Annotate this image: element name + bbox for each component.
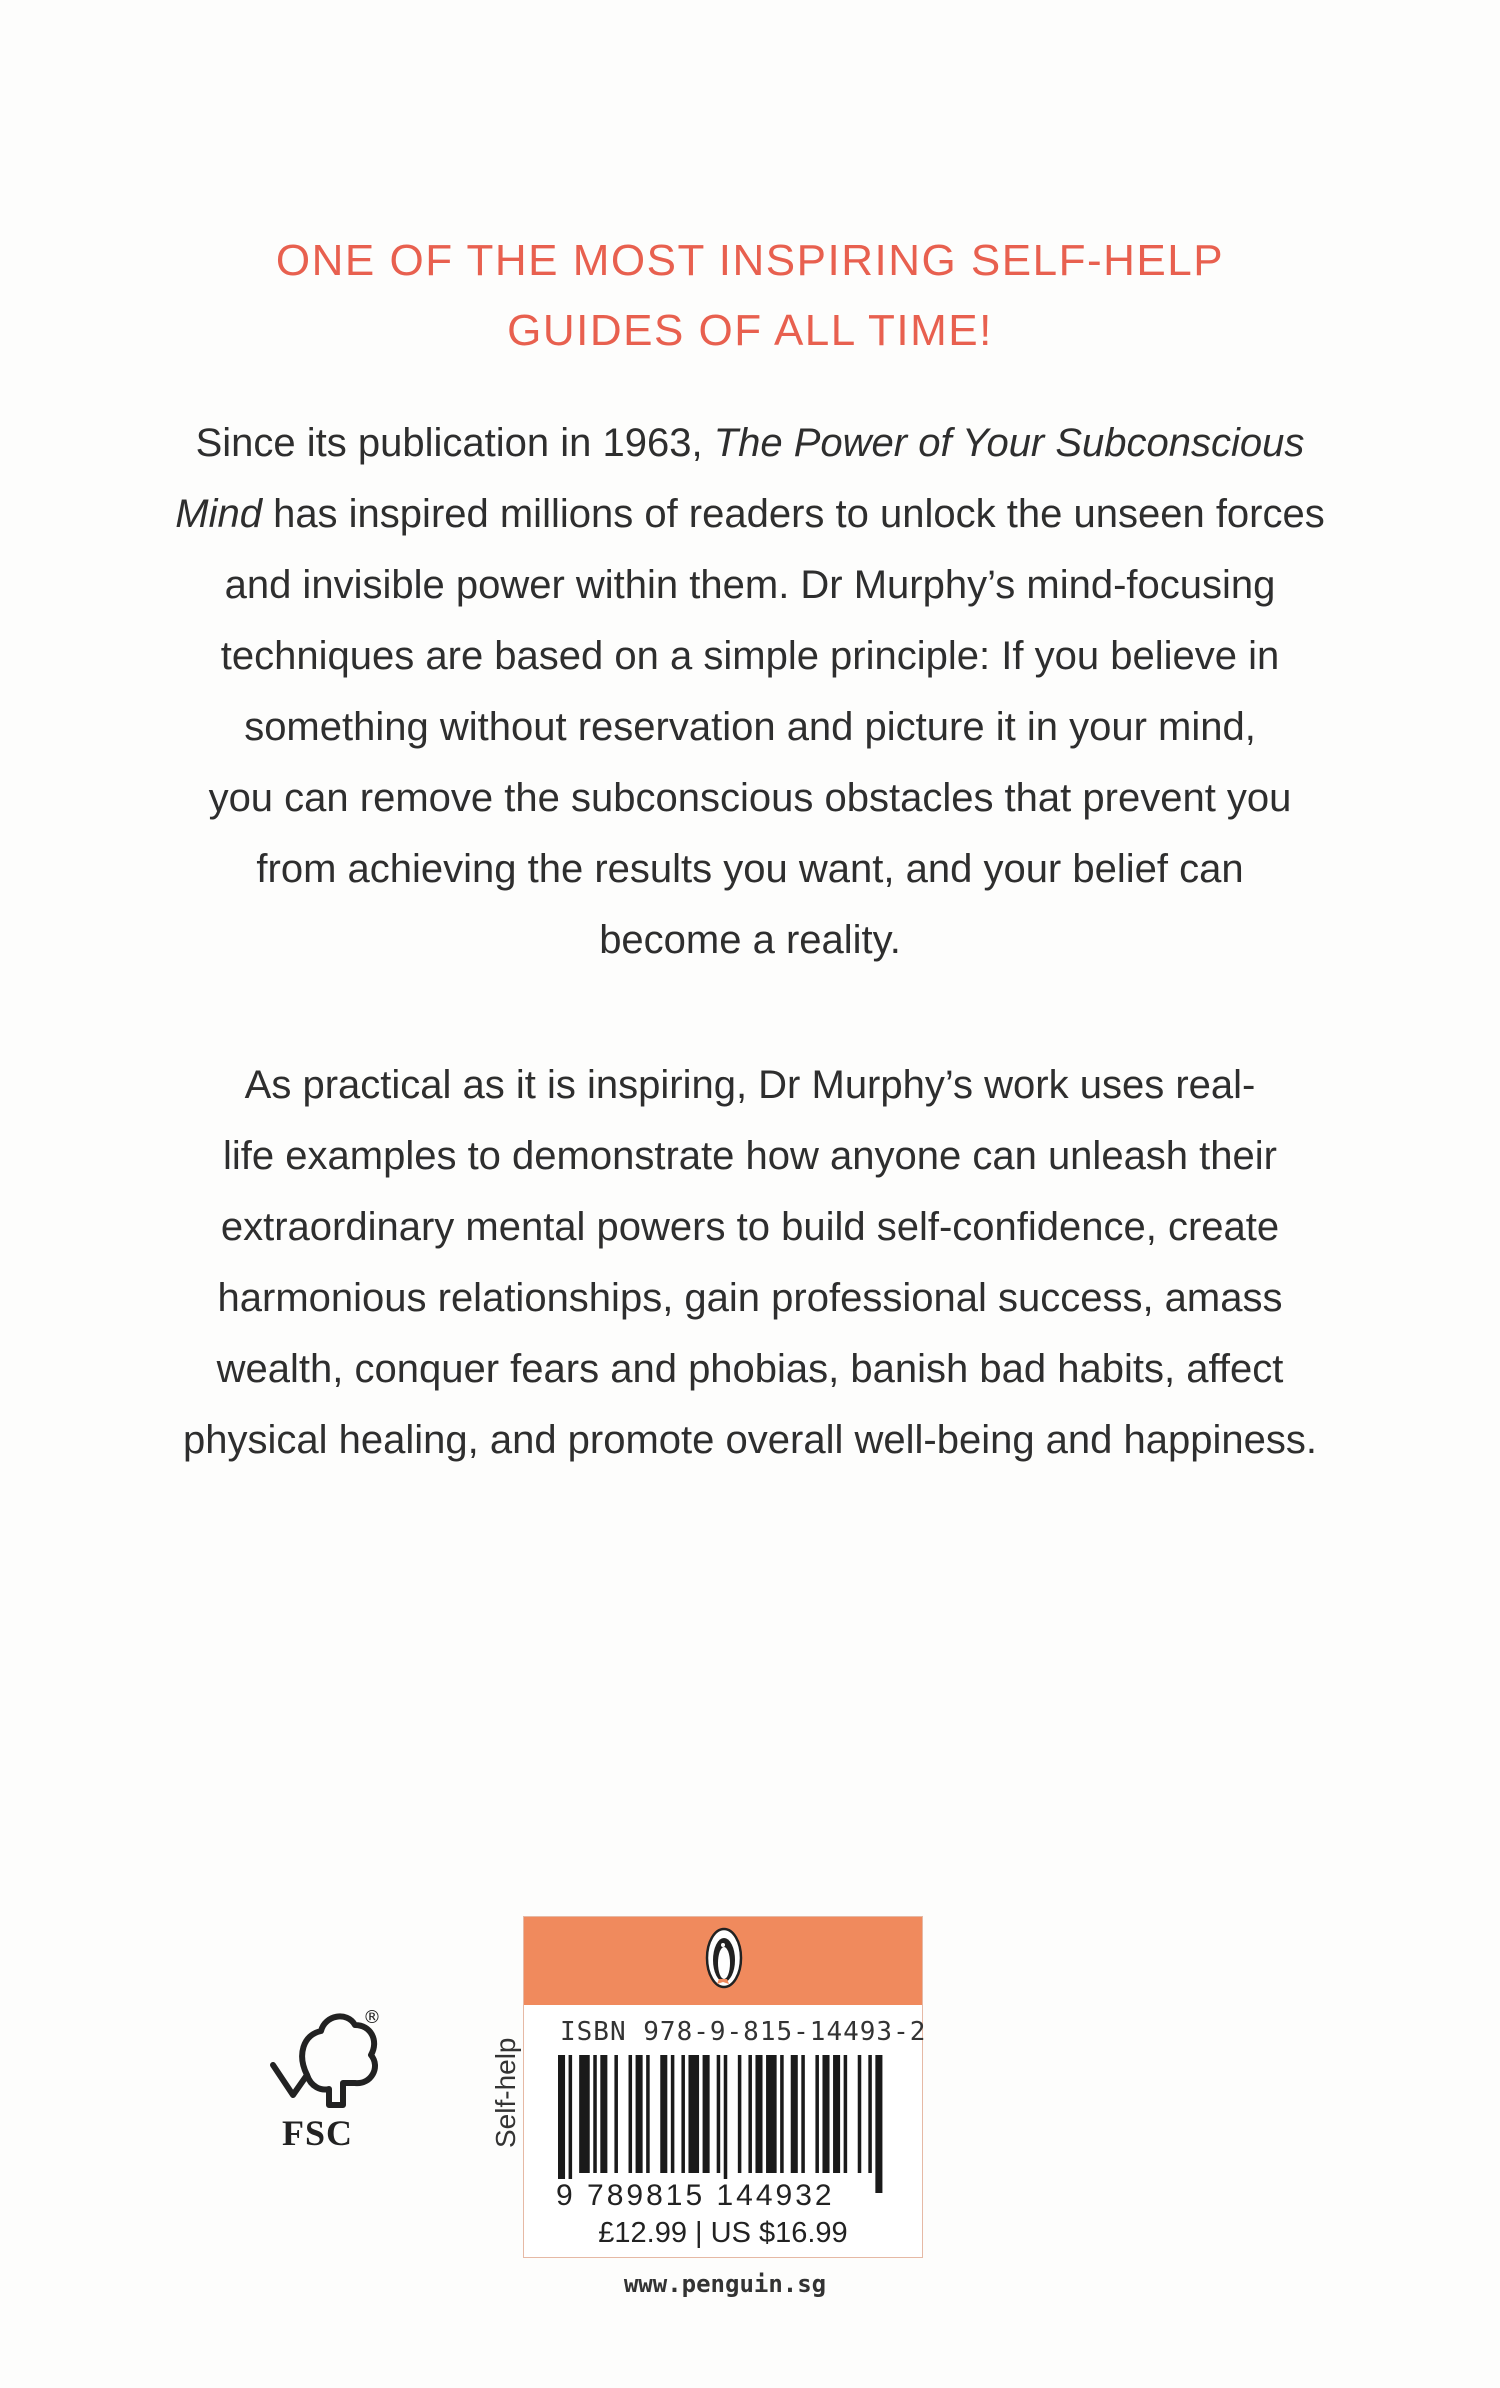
barcode-bar <box>629 2055 633 2173</box>
paragraph-line: physical healing, and promote overall well-being and happiness. <box>182 1418 1318 1462</box>
barcode-bar <box>724 2055 728 2193</box>
barcode-bar <box>636 2055 643 2173</box>
barcode-bar <box>755 2055 762 2173</box>
paragraph-line: wealth, conquer fears and phobias, banish bad habits, affect <box>216 1347 1284 1391</box>
paragraph-line: you can remove the subconscious obstacles that prevent you <box>208 776 1292 820</box>
barcode-bar <box>780 2055 784 2173</box>
barcode-bar <box>681 2055 685 2173</box>
paragraph-line: techniques are based on a simple principle: If you believe in <box>220 634 1280 678</box>
category-label: Self-help <box>490 2037 521 2148</box>
headline-line-1: ONE OF THE MOST INSPIRING SELF-HELP <box>275 236 1225 285</box>
headline <box>0 226 1500 366</box>
barcode-bar <box>766 2055 777 2173</box>
barcode-bar <box>569 2055 573 2193</box>
fsc-label: FSC <box>282 2113 354 2153</box>
text-fragment: has inspired millions of readers to unlock the unseen forces <box>261 492 1325 536</box>
ean-digits: 9 789815 144932 <box>556 2179 835 2212</box>
barcode-panel <box>523 1916 927 2258</box>
book-title-fragment: Mind <box>175 492 262 536</box>
paragraph-line: harmonious relationships, gain professional success, amass <box>217 1276 1283 1320</box>
barcode-bar <box>646 2055 650 2173</box>
barcode-bar <box>833 2055 840 2173</box>
paragraph-line: and invisible power within them. Dr Murphy’s mind-focusing <box>224 563 1276 607</box>
barcode-bar <box>600 2055 607 2173</box>
barcode-bar <box>579 2055 590 2173</box>
paragraph-line: life examples to demonstrate how anyone can unleash their <box>223 1134 1277 1178</box>
paragraph-line: extraordinary mental powers to build self-confidence, create <box>220 1205 1280 1249</box>
website-url: www.penguin.sg <box>623 2270 827 2298</box>
barcode-bar <box>703 2055 710 2173</box>
barcode-bar <box>671 2055 675 2173</box>
paragraph-line: from achieving the results you want, and your belief can <box>256 847 1244 891</box>
paragraph-line <box>90 408 1410 479</box>
headline-line-2: GUIDES OF ALL TIME! <box>507 306 993 355</box>
book-title-fragment: The Power of Your Subconscious <box>713 421 1305 465</box>
barcode-bars <box>558 2055 893 2193</box>
barcode-bar <box>660 2055 667 2173</box>
text-fragment: Since its publication in 1963, <box>195 421 714 465</box>
barcode-bar <box>815 2055 819 2173</box>
description-paragraph-1 <box>90 408 1410 976</box>
price-label: £12.99 | US $16.99 <box>598 2217 848 2249</box>
barcode-bar <box>822 2055 829 2173</box>
description-paragraph-2 <box>90 1050 1410 1476</box>
barcode-bar <box>593 2055 597 2173</box>
registered-mark: ® <box>363 2007 381 2028</box>
barcode-bar <box>875 2055 882 2193</box>
barcode-bar <box>868 2055 872 2173</box>
penguin-logo-icon <box>705 1927 743 1989</box>
barcode-bar <box>688 2055 699 2173</box>
paragraph-line: something without reservation and picture it in your mind, <box>244 705 1256 749</box>
isbn-text: ISBN 978-9-815-14493-2 <box>560 2017 927 2047</box>
barcode-bar <box>748 2055 752 2173</box>
barcode-bar <box>558 2055 565 2193</box>
publisher-band <box>524 1917 922 2005</box>
paragraph-line: become a reality. <box>599 918 901 962</box>
barcode-bar <box>738 2055 742 2173</box>
barcode-bar <box>717 2055 721 2173</box>
barcode-bar <box>614 2055 618 2173</box>
paragraph-line <box>90 479 1410 550</box>
paragraph-line: As practical as it is inspiring, Dr Murphy’s work uses real- <box>244 1063 1256 1107</box>
barcode-bar <box>791 2055 798 2173</box>
barcode-bar <box>801 2055 805 2173</box>
barcode-bar <box>844 2055 848 2173</box>
barcode-bar <box>858 2055 862 2173</box>
